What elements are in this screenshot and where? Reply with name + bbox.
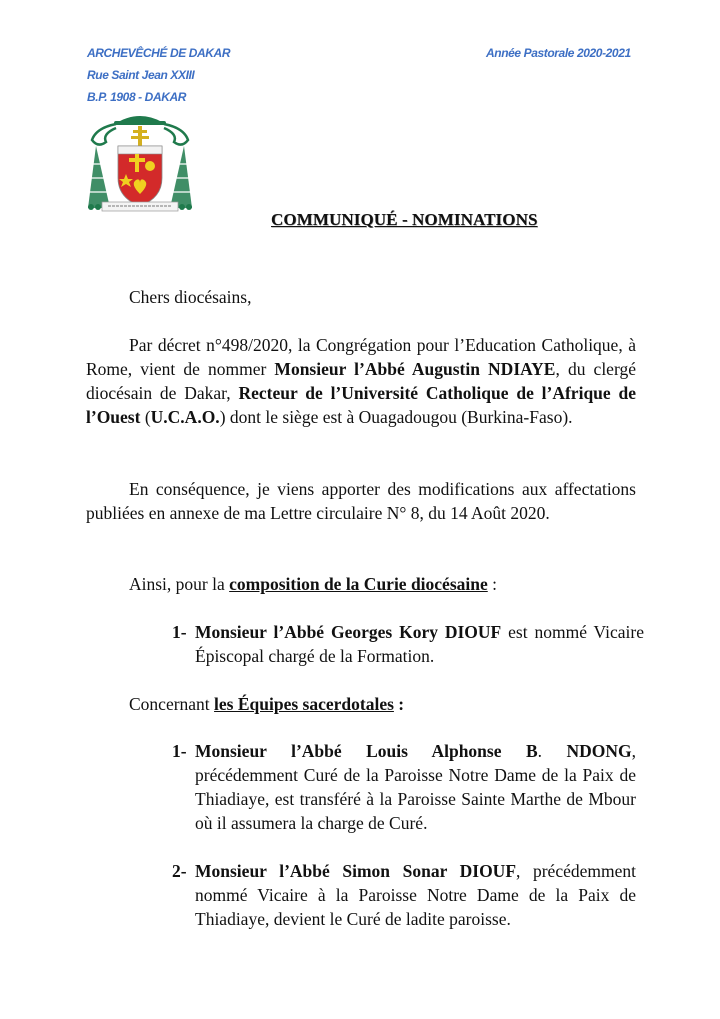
decree-text: ( <box>140 407 151 427</box>
appointee-name: Monsieur l’Abbé Georges Kory DIOUF <box>195 622 502 642</box>
document-title: COMMUNIQUÉ - NOMINATIONS <box>271 210 538 229</box>
paragraph-decree <box>86 333 636 429</box>
pastoral-year: Année Pastorale 2020-2021 <box>486 46 631 60</box>
decree-text: ) dont le siège est à Ouagadougou (Burkina-Faso). <box>219 407 573 427</box>
curie-section-intro <box>129 572 497 596</box>
intro-text: : <box>487 574 497 594</box>
item-number: 2- <box>172 861 187 881</box>
appointee-name: Monsieur l’Abbé Louis Alphonse B <box>195 741 538 761</box>
letterhead-organization: ARCHEVÊCHÉ DE DAKAR <box>87 46 231 60</box>
letterhead-street: Rue Saint Jean XXIII <box>87 68 195 82</box>
equipes-section-intro <box>129 692 404 716</box>
paragraph-consequence: En conséquence, je viens apporter des modifications aux affectations publiées en annexe de ma Lettre circulaire N° 8, du 14 Août 2020. <box>86 479 636 523</box>
intro-text: Ainsi, pour la <box>129 574 230 594</box>
appointee-name: Monsieur l’Abbé Simon Sonar DIOUF <box>195 861 517 881</box>
intro-text: Concernant <box>129 694 215 714</box>
item-text: . <box>537 741 567 761</box>
decree-text: , du clergé diocésain de Dakar, <box>86 359 636 403</box>
item-number: 1- <box>172 741 187 761</box>
item-text: , précédemment nommé Vicaire à la Paroisse Notre Dame de la Paix de Thiadiaye, devient le Curé de ladite paroisse. <box>195 861 636 929</box>
coat-of-arms-icon <box>84 108 196 218</box>
item-text: est nommé Vicaire Épiscopal chargé de la Formation. <box>195 622 644 666</box>
item-body <box>195 739 636 835</box>
appointee-surname: NDONG <box>566 741 632 761</box>
equipes-heading: les Équipes sacerdotales <box>214 694 394 714</box>
appointee-role: Recteur de l’Université Catholique de l’Afrique de l’Ouest <box>86 383 636 427</box>
greeting: Chers diocésains, <box>129 287 252 307</box>
equipes-list-item <box>172 859 636 931</box>
letterhead-postal-box: B.P. 1908 - DAKAR <box>87 90 187 104</box>
university-acronym: U.C.A.O. <box>150 407 220 427</box>
curie-list-item <box>172 620 644 668</box>
equipes-list-item <box>172 739 636 835</box>
item-number: 1- <box>172 622 187 642</box>
item-text: , précédemment Curé de la Paroisse Notre Dame de la Paix de Thiadiaye, est transféré à la Paroisse Sainte Marthe de Mbour où il assumera la charge de Curé. <box>195 741 637 833</box>
intro-text: : <box>393 694 405 714</box>
item-body <box>195 859 636 931</box>
item-body <box>195 620 644 668</box>
decree-text: Par décret n°498/2020, la Congrégation pour l’Education Catholique, à Rome, vient de nommer <box>86 335 636 379</box>
appointee-name: Monsieur l’Abbé Augustin NDIAYE <box>274 359 556 379</box>
curie-heading: composition de la Curie diocésaine <box>229 574 488 594</box>
